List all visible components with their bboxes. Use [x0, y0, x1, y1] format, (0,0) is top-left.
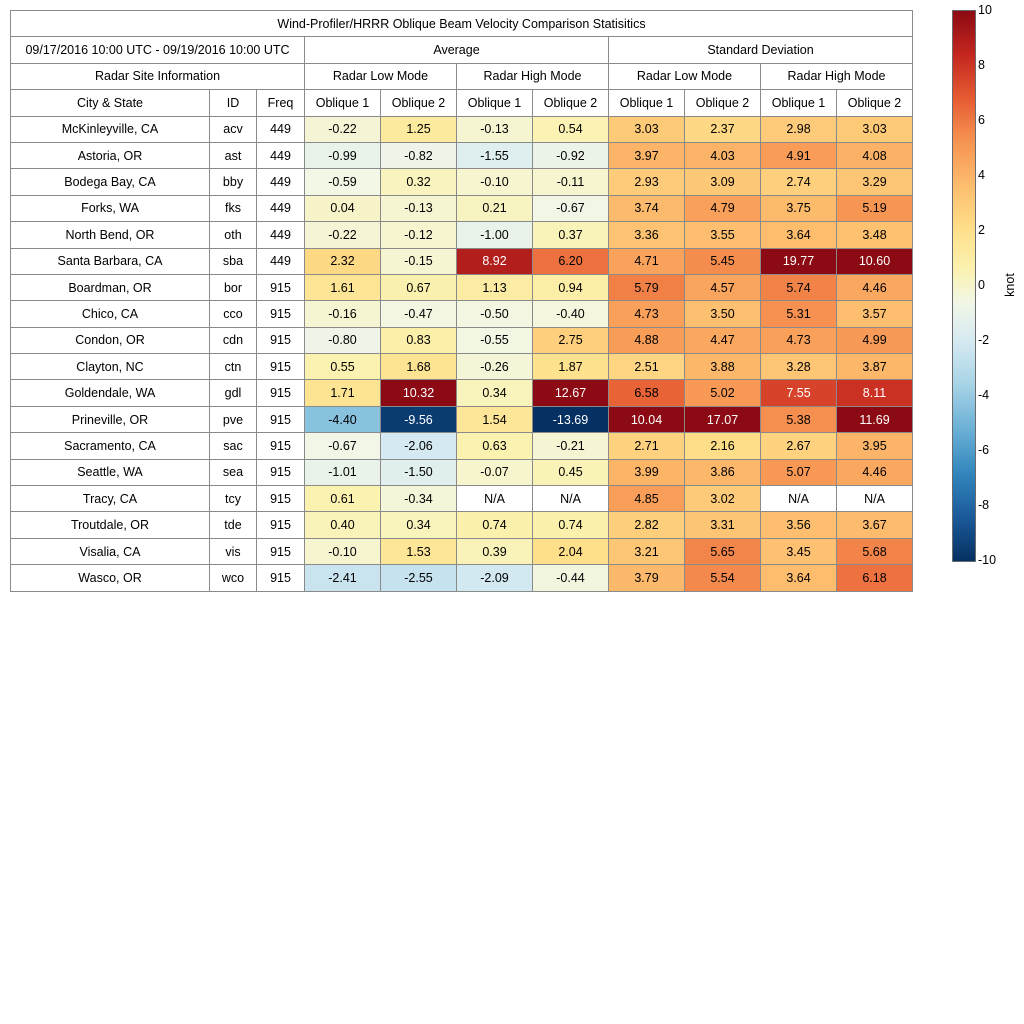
cell-city-state: Forks, WA [11, 195, 210, 221]
cell-value: -0.13 [381, 195, 457, 221]
cell-value: -0.47 [381, 301, 457, 327]
cell-city-state: Santa Barbara, CA [11, 248, 210, 274]
cell-id: ctn [210, 354, 257, 380]
cell-value: 3.36 [609, 222, 685, 248]
cell-value: 0.67 [381, 274, 457, 300]
cell-value: 5.54 [685, 565, 761, 591]
cell-value: 12.67 [533, 380, 609, 406]
cell-value: 4.79 [685, 195, 761, 221]
colorbar-label: knot [1002, 273, 1017, 297]
cell-value: 3.99 [609, 459, 685, 485]
cell-value: 8.92 [457, 248, 533, 274]
cell-value: 0.63 [457, 433, 533, 459]
cell-value: 3.64 [761, 565, 837, 591]
cell-id: oth [210, 222, 257, 248]
cell-id: wco [210, 565, 257, 591]
cell-id: tcy [210, 486, 257, 512]
cell-value: 0.39 [457, 538, 533, 564]
cell-value: 0.45 [533, 459, 609, 485]
colorbar-tick: 8 [978, 58, 985, 72]
cell-value: 5.31 [761, 301, 837, 327]
cell-value: -1.01 [305, 459, 381, 485]
table-row [11, 459, 913, 485]
colorbar-tick: 2 [978, 223, 985, 237]
cell-value: 4.73 [609, 301, 685, 327]
cell-value: 0.34 [381, 512, 457, 538]
col-sd-high-obl1: Oblique 1 [761, 90, 837, 116]
cell-value: 5.02 [685, 380, 761, 406]
page-title: Wind-Profiler/HRRR Oblique Beam Velocity Comparison Statisitics [11, 11, 913, 37]
table-row [11, 565, 913, 591]
cell-value: 3.97 [609, 142, 685, 168]
cell-value: 0.74 [533, 512, 609, 538]
cell-value: -0.40 [533, 301, 609, 327]
cell-value: -0.22 [305, 116, 381, 142]
cell-value: 3.48 [837, 222, 913, 248]
group-site-info: Radar Site Information [11, 63, 305, 89]
cell-id: cco [210, 301, 257, 327]
cell-id: cdn [210, 327, 257, 353]
cell-value: 3.79 [609, 565, 685, 591]
cell-id: bby [210, 169, 257, 195]
cell-value: 3.87 [837, 354, 913, 380]
cell-value: 8.11 [837, 380, 913, 406]
cell-value: 2.75 [533, 327, 609, 353]
cell-value: 2.82 [609, 512, 685, 538]
col-avg-low-obl1: Oblique 1 [305, 90, 381, 116]
cell-value: 4.47 [685, 327, 761, 353]
cell-value: -0.34 [381, 486, 457, 512]
col-id: ID [210, 90, 257, 116]
cell-value: -2.41 [305, 565, 381, 591]
cell-value: 3.50 [685, 301, 761, 327]
mode-row [11, 63, 913, 89]
cell-value: -0.15 [381, 248, 457, 274]
cell-value: 6.20 [533, 248, 609, 274]
cell-value: 10.32 [381, 380, 457, 406]
table-row [11, 142, 913, 168]
cell-value: -0.26 [457, 354, 533, 380]
cell-value: 4.71 [609, 248, 685, 274]
table-row [11, 274, 913, 300]
col-sd-low-obl2: Oblique 2 [685, 90, 761, 116]
cell-value: -2.06 [381, 433, 457, 459]
cell-id: gdl [210, 380, 257, 406]
cell-city-state: Seattle, WA [11, 459, 210, 485]
table-row [11, 406, 913, 432]
cell-value: -0.59 [305, 169, 381, 195]
cell-value: -0.13 [457, 116, 533, 142]
cell-value: 0.55 [305, 354, 381, 380]
cell-value: 1.25 [381, 116, 457, 142]
cell-value: -2.55 [381, 565, 457, 591]
col-sd-low-obl1: Oblique 1 [609, 90, 685, 116]
table-row [11, 354, 913, 380]
cell-value: 0.34 [457, 380, 533, 406]
cell-freq: 915 [257, 459, 305, 485]
cell-value: 3.75 [761, 195, 837, 221]
cell-city-state: Prineville, OR [11, 406, 210, 432]
cell-value: 6.18 [837, 565, 913, 591]
table-row [11, 195, 913, 221]
cell-freq: 449 [257, 222, 305, 248]
cell-freq: 915 [257, 301, 305, 327]
cell-value: -1.55 [457, 142, 533, 168]
cell-value: 0.04 [305, 195, 381, 221]
cell-value: 3.03 [609, 116, 685, 142]
cell-city-state: Chico, CA [11, 301, 210, 327]
table-row [11, 433, 913, 459]
cell-value: -9.56 [381, 406, 457, 432]
cell-value: -0.67 [533, 195, 609, 221]
cell-value: 5.07 [761, 459, 837, 485]
cell-value: 2.98 [761, 116, 837, 142]
cell-id: fks [210, 195, 257, 221]
column-row [11, 90, 913, 116]
colorbar-tick: 10 [978, 3, 992, 17]
group-stddev: Standard Deviation [609, 37, 913, 63]
cell-value: -0.50 [457, 301, 533, 327]
cell-value: -0.67 [305, 433, 381, 459]
stats-table [10, 10, 913, 592]
cell-value: 3.74 [609, 195, 685, 221]
cell-value: 4.57 [685, 274, 761, 300]
cell-value: 4.73 [761, 327, 837, 353]
cell-value: -0.22 [305, 222, 381, 248]
cell-value: -0.82 [381, 142, 457, 168]
cell-value: 5.74 [761, 274, 837, 300]
cell-city-state: Sacramento, CA [11, 433, 210, 459]
title-row [11, 11, 913, 37]
cell-value: -13.69 [533, 406, 609, 432]
table-row [11, 169, 913, 195]
cell-id: pve [210, 406, 257, 432]
cell-city-state: Tracy, CA [11, 486, 210, 512]
group-row [11, 37, 913, 63]
colorbar [952, 10, 976, 562]
cell-freq: 915 [257, 327, 305, 353]
cell-value: -0.07 [457, 459, 533, 485]
cell-value: -4.40 [305, 406, 381, 432]
cell-value: 0.54 [533, 116, 609, 142]
cell-value: 2.93 [609, 169, 685, 195]
cell-value: 5.19 [837, 195, 913, 221]
cell-value: -0.55 [457, 327, 533, 353]
cell-value: -0.80 [305, 327, 381, 353]
cell-value: 3.55 [685, 222, 761, 248]
cell-value: 1.13 [457, 274, 533, 300]
cell-value: 0.94 [533, 274, 609, 300]
cell-value: 3.02 [685, 486, 761, 512]
col-sd-high-obl2: Oblique 2 [837, 90, 913, 116]
cell-value: 2.04 [533, 538, 609, 564]
cell-value: -0.99 [305, 142, 381, 168]
cell-value: 3.95 [837, 433, 913, 459]
cell-value: 19.77 [761, 248, 837, 274]
cell-value: 10.60 [837, 248, 913, 274]
cell-value: 3.28 [761, 354, 837, 380]
cell-value: 3.45 [761, 538, 837, 564]
colorbar-tick: 4 [978, 168, 985, 182]
cell-value: N/A [837, 486, 913, 512]
colorbar-tick: 6 [978, 113, 985, 127]
col-freq: Freq [257, 90, 305, 116]
cell-city-state: Wasco, OR [11, 565, 210, 591]
colorbar-tick: -2 [978, 333, 990, 347]
cell-freq: 915 [257, 380, 305, 406]
table-row [11, 486, 913, 512]
cell-city-state: North Bend, OR [11, 222, 210, 248]
table-row [11, 380, 913, 406]
cell-value: 0.21 [457, 195, 533, 221]
cell-value: 2.71 [609, 433, 685, 459]
cell-freq: 915 [257, 538, 305, 564]
cell-id: sba [210, 248, 257, 274]
cell-value: 2.16 [685, 433, 761, 459]
cell-value: -0.16 [305, 301, 381, 327]
cell-value: 1.87 [533, 354, 609, 380]
table-row [11, 222, 913, 248]
cell-value: 0.74 [457, 512, 533, 538]
cell-value: 0.37 [533, 222, 609, 248]
cell-value: 2.37 [685, 116, 761, 142]
mode-sd-high: Radar High Mode [761, 63, 913, 89]
cell-value: 3.86 [685, 459, 761, 485]
cell-value: 3.31 [685, 512, 761, 538]
cell-freq: 915 [257, 486, 305, 512]
cell-id: vis [210, 538, 257, 564]
cell-freq: 915 [257, 512, 305, 538]
table-row [11, 116, 913, 142]
time-range: 09/17/2016 10:00 UTC - 09/19/2016 10:00 UTC [11, 37, 305, 63]
cell-value: -0.10 [305, 538, 381, 564]
col-avg-low-obl2: Oblique 2 [381, 90, 457, 116]
cell-id: sea [210, 459, 257, 485]
cell-freq: 915 [257, 565, 305, 591]
cell-value: 3.57 [837, 301, 913, 327]
cell-value: 2.32 [305, 248, 381, 274]
cell-city-state: Visalia, CA [11, 538, 210, 564]
cell-id: sac [210, 433, 257, 459]
cell-value: -0.44 [533, 565, 609, 591]
table-row [11, 538, 913, 564]
cell-value: 4.46 [837, 459, 913, 485]
cell-value: 2.67 [761, 433, 837, 459]
colorbar-tick: 0 [978, 278, 985, 292]
cell-freq: 915 [257, 274, 305, 300]
cell-value: 1.68 [381, 354, 457, 380]
colorbar-tick: -6 [978, 443, 990, 457]
cell-value: 10.04 [609, 406, 685, 432]
cell-value: 2.51 [609, 354, 685, 380]
cell-city-state: Condon, OR [11, 327, 210, 353]
table-row [11, 248, 913, 274]
colorbar-tick: -8 [978, 498, 990, 512]
cell-freq: 915 [257, 433, 305, 459]
cell-id: bor [210, 274, 257, 300]
table-row [11, 512, 913, 538]
cell-city-state: Clayton, NC [11, 354, 210, 380]
cell-city-state: Astoria, OR [11, 142, 210, 168]
cell-city-state: Goldendale, WA [11, 380, 210, 406]
cell-value: 3.29 [837, 169, 913, 195]
cell-value: -2.09 [457, 565, 533, 591]
cell-freq: 449 [257, 248, 305, 274]
cell-freq: 449 [257, 116, 305, 142]
cell-city-state: Bodega Bay, CA [11, 169, 210, 195]
cell-freq: 915 [257, 354, 305, 380]
cell-value: 7.55 [761, 380, 837, 406]
cell-city-state: Boardman, OR [11, 274, 210, 300]
colorbar-tick: -10 [978, 553, 997, 567]
cell-value: N/A [457, 486, 533, 512]
cell-value: 4.99 [837, 327, 913, 353]
cell-value: 5.38 [761, 406, 837, 432]
cell-value: 0.32 [381, 169, 457, 195]
col-avg-high-obl2: Oblique 2 [533, 90, 609, 116]
colorbar-tick: -4 [978, 388, 990, 402]
cell-city-state: McKinleyville, CA [11, 116, 210, 142]
cell-value: 4.08 [837, 142, 913, 168]
cell-value: 3.09 [685, 169, 761, 195]
table-header [11, 11, 913, 117]
cell-freq: 449 [257, 169, 305, 195]
cell-value: 1.53 [381, 538, 457, 564]
mode-sd-low: Radar Low Mode [609, 63, 761, 89]
table-row [11, 301, 913, 327]
cell-value: 3.88 [685, 354, 761, 380]
cell-value: 3.64 [761, 222, 837, 248]
cell-value: 0.61 [305, 486, 381, 512]
cell-value: 6.58 [609, 380, 685, 406]
cell-value: 11.69 [837, 406, 913, 432]
cell-value: 1.54 [457, 406, 533, 432]
cell-value: 4.03 [685, 142, 761, 168]
cell-value: 1.71 [305, 380, 381, 406]
cell-freq: 915 [257, 406, 305, 432]
cell-value: -1.00 [457, 222, 533, 248]
cell-value: 0.40 [305, 512, 381, 538]
cell-value: 5.79 [609, 274, 685, 300]
cell-value: 0.83 [381, 327, 457, 353]
col-avg-high-obl1: Oblique 1 [457, 90, 533, 116]
cell-value: -1.50 [381, 459, 457, 485]
mode-avg-low: Radar Low Mode [305, 63, 457, 89]
cell-city-state: Troutdale, OR [11, 512, 210, 538]
cell-freq: 449 [257, 195, 305, 221]
cell-value: 3.03 [837, 116, 913, 142]
cell-value: 4.46 [837, 274, 913, 300]
cell-value: -0.92 [533, 142, 609, 168]
cell-value: -0.11 [533, 169, 609, 195]
cell-value: N/A [533, 486, 609, 512]
cell-value: -0.12 [381, 222, 457, 248]
cell-value: -0.10 [457, 169, 533, 195]
group-average: Average [305, 37, 609, 63]
cell-value: N/A [761, 486, 837, 512]
cell-value: 5.45 [685, 248, 761, 274]
cell-value: -0.21 [533, 433, 609, 459]
cell-value: 5.68 [837, 538, 913, 564]
cell-id: acv [210, 116, 257, 142]
cell-value: 1.61 [305, 274, 381, 300]
cell-value: 17.07 [685, 406, 761, 432]
table-row [11, 327, 913, 353]
cell-value: 4.91 [761, 142, 837, 168]
cell-id: tde [210, 512, 257, 538]
cell-value: 3.67 [837, 512, 913, 538]
cell-value: 5.65 [685, 538, 761, 564]
table-body [11, 116, 913, 591]
cell-value: 4.85 [609, 486, 685, 512]
cell-value: 2.74 [761, 169, 837, 195]
cell-freq: 449 [257, 142, 305, 168]
cell-value: 3.21 [609, 538, 685, 564]
cell-id: ast [210, 142, 257, 168]
col-city-state: City & State [11, 90, 210, 116]
cell-value: 4.88 [609, 327, 685, 353]
mode-avg-high: Radar High Mode [457, 63, 609, 89]
cell-value: 3.56 [761, 512, 837, 538]
